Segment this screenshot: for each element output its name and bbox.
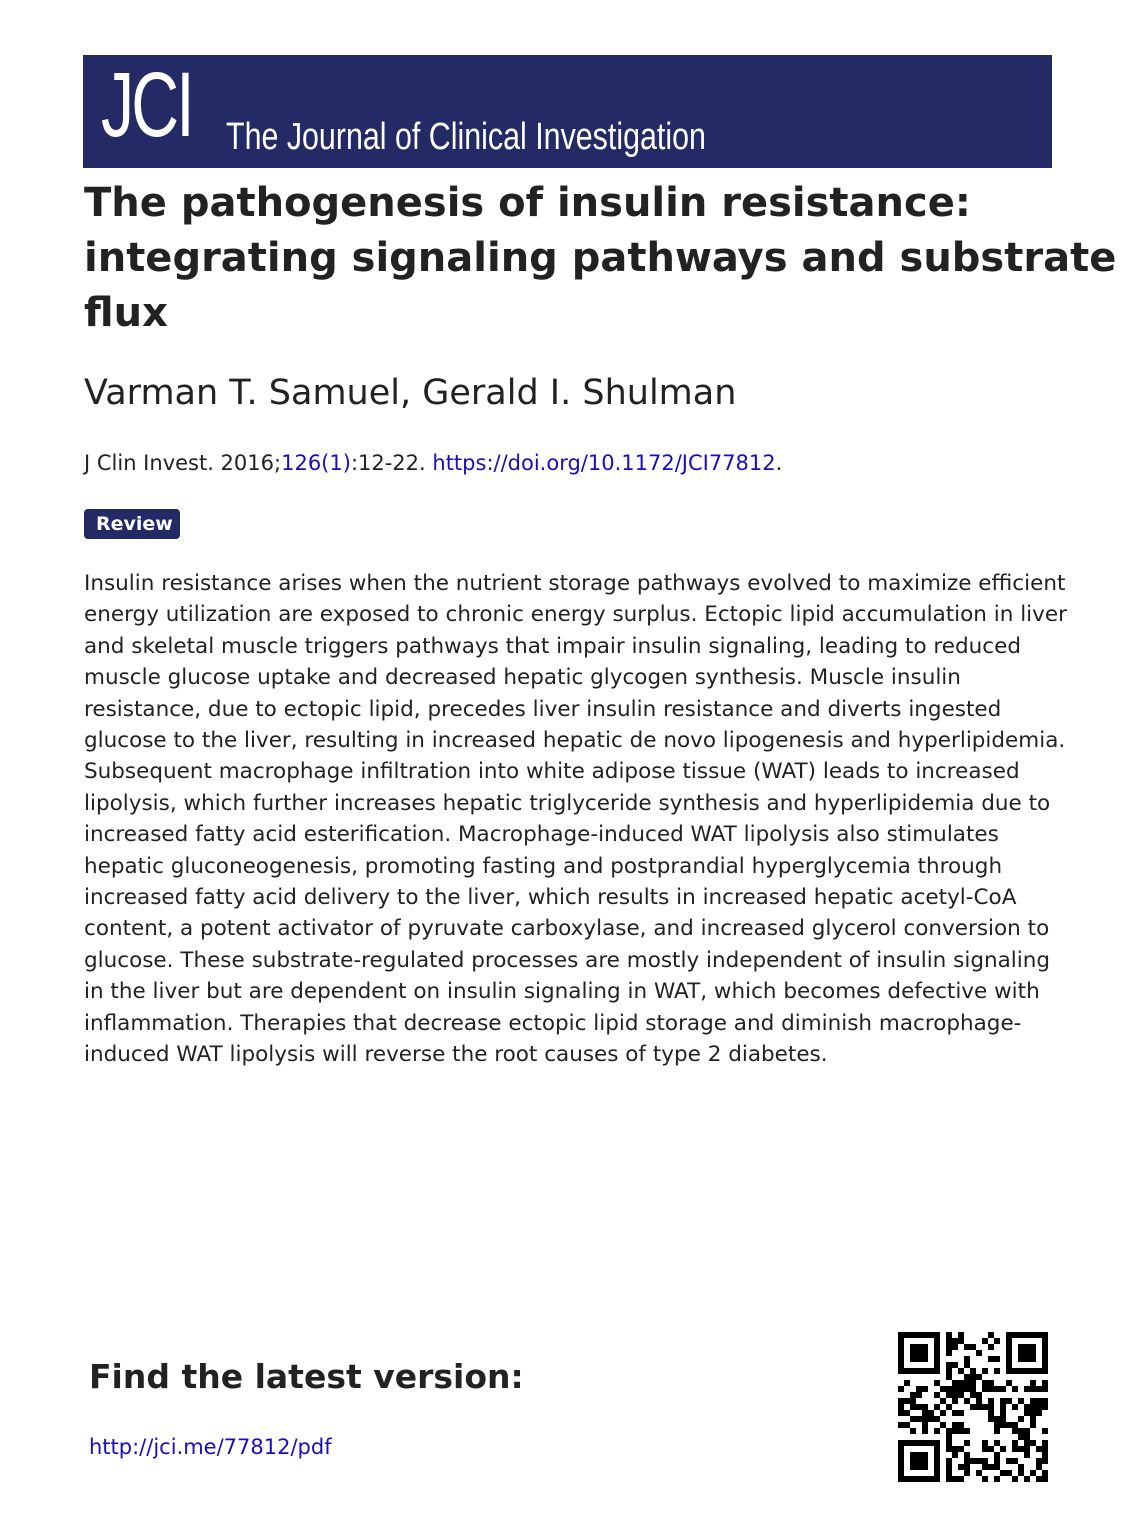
title-line: integrating signaling pathways and substrate (84, 235, 1117, 281)
jci-logo: JCI (101, 55, 192, 156)
abstract-line: resistance, due to ectopic lipid, precedes liver insulin resistance and diverts ingested (84, 696, 1002, 722)
journal-name: The Journal of Clinical Investigation (226, 116, 706, 158)
article-title (84, 176, 1138, 341)
citation-pages: :12-22. (350, 451, 433, 475)
title-line: The pathogenesis of insulin resistance: (84, 180, 971, 226)
qr-code-icon[interactable] (898, 1332, 1048, 1482)
abstract-line: inflammation. Therapies that decrease ectopic lipid storage and diminish macrophage- (84, 1010, 1022, 1036)
abstract-line: hepatic gluconeogenesis, promoting fasting and postprandial hyperglycemia through (84, 853, 1003, 879)
abstract-line: Insulin resistance arises when the nutrient storage pathways evolved to maximize efficient (84, 571, 1066, 596)
journal-banner (83, 55, 1052, 168)
abstract-line: Subsequent macrophage infiltration into white adipose tissue (WAT) leads to increased (84, 759, 1020, 785)
doi-link[interactable]: https://doi.org/10.1172/JCI77812 (432, 451, 776, 475)
article-type-badge: Review (84, 509, 180, 539)
abstract-line: glucose. These substrate-regulated processes are mostly independent of insulin signaling (84, 947, 1050, 973)
title-line: flux (84, 290, 168, 336)
abstract-line: energy utilization are exposed to chronic energy surplus. Ectopic lipid accumulation in liver (84, 602, 1067, 628)
find-latest-heading: Find the latest version: (89, 1357, 524, 1396)
article-authors: Varman T. Samuel, Gerald I. Shulman (84, 373, 737, 413)
abstract-line: content, a potent activator of pyruvate carboxylase, and increased glycerol conversion to (84, 916, 1050, 942)
abstract-line: and skeletal muscle triggers pathways that impair insulin signaling, leading to reduced (84, 633, 1021, 659)
issue-link[interactable]: 126(1) (281, 451, 351, 475)
citation-suffix: . (775, 451, 783, 475)
abstract-line: increased fatty acid esterification. Macrophage-induced WAT lipolysis also stimulates (84, 822, 999, 848)
latest-version-link[interactable]: http://jci.me/77812/pdf (89, 1435, 332, 1459)
abstract-line: increased fatty acid delivery to the liver, which results in increased hepatic acetyl-CoA (84, 885, 1017, 911)
abstract-line: glucose to the liver, resulting in increased hepatic de novo lipogenesis and hyperlipidemia. (84, 728, 1066, 754)
abstract-line: induced WAT lipolysis will reverse the root causes of type 2 diabetes. (84, 1042, 828, 1068)
citation-line (84, 449, 782, 477)
abstract-line: in the liver but are dependent on insulin signaling in WAT, which becomes defective with (84, 979, 1040, 1005)
abstract-line: lipolysis, which further increases hepatic triglyceride synthesis and hyperlipidemia due to (84, 790, 1051, 816)
abstract-line: muscle glucose uptake and decreased hepatic glycogen synthesis. Muscle insulin (84, 665, 961, 691)
citation-prefix: J Clin Invest. 2016; (84, 451, 282, 475)
abstract (84, 568, 1138, 1071)
